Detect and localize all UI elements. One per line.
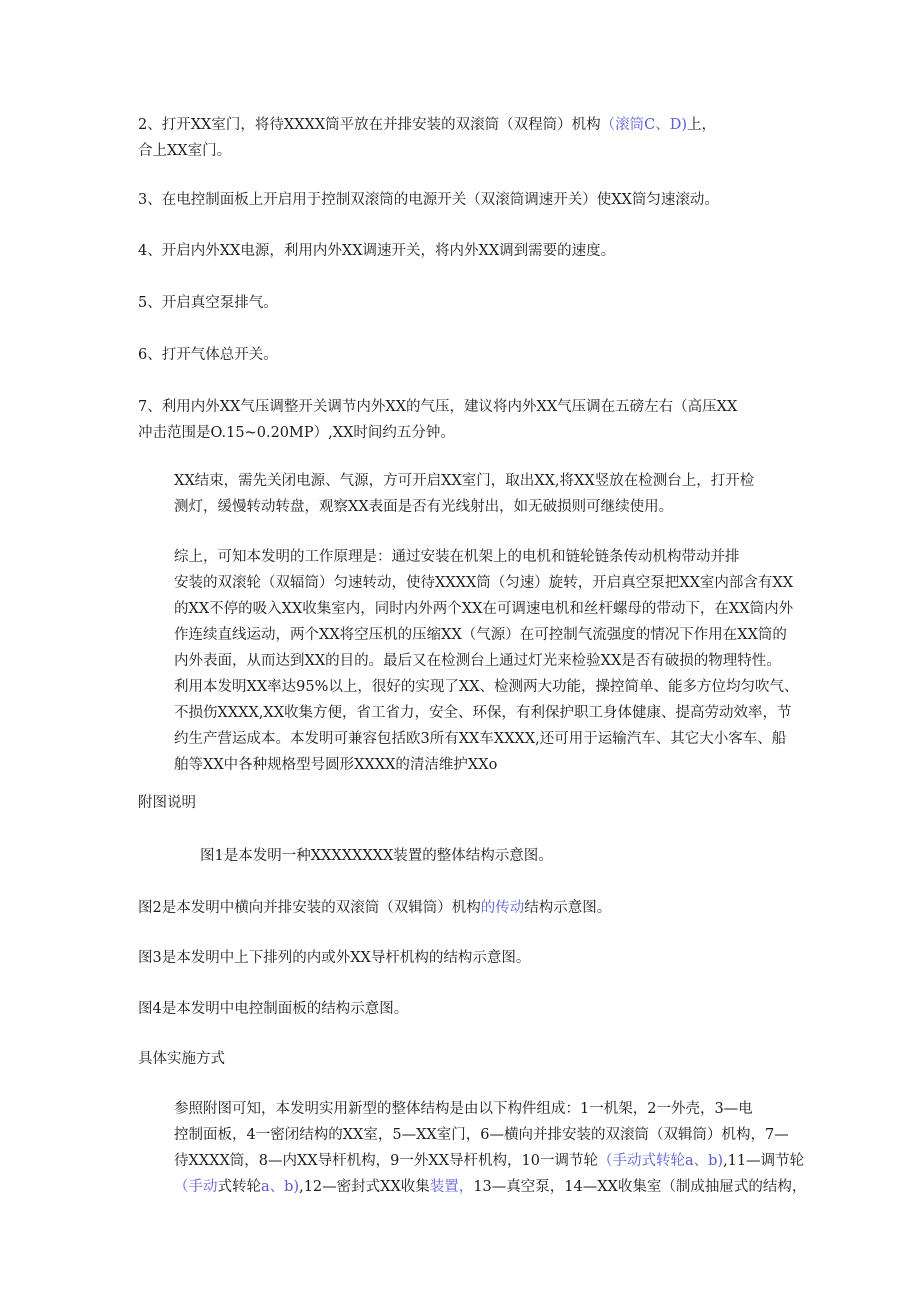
text-run: ,11—调节轮 (723, 1153, 805, 1169)
text-run: 3、在电控制面板上开启用于控制双滚筒的电源开关（双滚筒调速开关）使XX筒匀速滚动。 (138, 192, 719, 208)
text-run: 图2是本发明中横向并排安装的双滚筒（双辑筒）机构 (138, 900, 481, 916)
text-run: 6、打开气体总开关。 (138, 347, 278, 363)
step-2 (138, 112, 788, 164)
text-line (138, 1174, 807, 1200)
text-line (138, 1122, 788, 1148)
text-run: 的XX不停的吸入XX收集室内，同时内外两个XX在可调速电机和丝杆螺母的带动下，在XX筒内外 (174, 601, 794, 617)
text-run: 冲击范围是O.15~0.20MP）,XX时间约五分钟。 (138, 425, 455, 441)
text-run: 图1是本发明一种XXXXXXXX装置的整体结构示意图。 (200, 848, 553, 864)
text-line (138, 895, 788, 921)
text-run: 上， (687, 117, 717, 133)
text-run: 内外表面，从而达到XX的目的。最后又在检测台上通过灯光来检验XX是否有破损的物理特性。 (174, 653, 781, 669)
text-line (138, 996, 788, 1022)
text-run: 图3是本发明中上下排列的内或外XX导杆机构的结构示意图。 (138, 950, 531, 966)
text-line (138, 238, 788, 264)
step-7 (138, 394, 788, 446)
text-run: 参照附图可知，本发明实用新型的整体结构是由以下构件组成：1一机架，2一外壳，3—电 (174, 1101, 753, 1117)
end-paragraph (138, 468, 788, 520)
text-run: 4、开启内外XX电源，利用内外XX调速开关，将内外XX调到需要的速度。 (138, 243, 616, 259)
text-line (138, 674, 799, 700)
text-line (138, 596, 794, 622)
highlighted-text: （手动式转轮a、b) (597, 1153, 724, 1169)
text-run: 5、开启真空泵排气。 (138, 295, 278, 311)
text-line (138, 138, 788, 164)
text-run: 7、利用内外XX气压调整开关调节内外XX的气压，建议将内外XX气压调在五磅左右（高压XX (138, 399, 738, 415)
text-line (138, 1096, 788, 1122)
text-line (138, 420, 788, 446)
highlighted-text: （手动 (174, 1179, 218, 1195)
text-line (138, 494, 788, 520)
text-run: 作连续直线运动，两个XX将空压机的压缩XX（气源）在可控制气流强度的情况下作用在XX筒的 (174, 627, 787, 643)
text-run: ,12—密封式XX收集 (299, 1179, 430, 1195)
highlighted-text: a、b) (261, 1179, 300, 1195)
text-run: 结构示意图。 (524, 900, 612, 916)
figure-caption-3 (138, 945, 788, 971)
text-run: 图4是本发明中电控制面板的结构示意图。 (138, 1001, 409, 1017)
figure-caption-2 (138, 895, 788, 921)
text-line (138, 700, 792, 726)
text-run: 式转轮 (217, 1179, 261, 1195)
text-run: 合上XX室门。 (138, 143, 232, 159)
text-line (138, 622, 788, 648)
text-line (138, 945, 788, 971)
text-run: XX结束，需先关闭电源、气源，方可开启XX室门，取出XX,将XX竖放在检测台上，打开检 (174, 473, 755, 489)
text-line (138, 726, 788, 752)
text-line (200, 843, 850, 869)
step-6 (138, 342, 788, 368)
text-run: 测灯，缓慢转动转盘，观察XX表面是否有光线射出，如无破损则可继续使用。 (174, 499, 674, 515)
text-run: 控制面板，4一密闭结构的XX室，5—XX室门，6—横向并排安装的双滚筒（双辑筒）机构，7— (174, 1127, 789, 1143)
text-line (138, 570, 794, 596)
highlighted-text: 装置， (429, 1179, 474, 1195)
summary-paragraph (138, 544, 799, 778)
step-3 (138, 187, 788, 213)
text-line (138, 752, 788, 778)
text-line (138, 112, 788, 138)
text-run: 不损伤XXXX,XX收集方便，省工省力，安全、环保，有利保护职工身体健康、提高劳动效率，节 (174, 705, 792, 721)
text-line (138, 648, 788, 674)
text-run: 2、打开XX室门，将待XXXX筒平放在并排安装的双滚筒（双程筒）机构 (138, 117, 601, 133)
text-line (138, 468, 788, 494)
text-run: 利用本发明XX率达95%以上，很好的实现了XX、检测两大功能，操控简单、能多方位均匀吹气、 (174, 679, 799, 695)
text-run: 综上，可知本发明的工作原理是：通过安装在机架上的电机和链轮链条传动机构带动并排 (174, 549, 740, 565)
implementation-heading: 具体实施方式 (138, 1051, 225, 1067)
text-run: 舶等XX中各种规格型号圆形XXXX的清洁维护XXo (174, 757, 498, 773)
implementation-paragraph (138, 1096, 807, 1200)
text-line (138, 1148, 805, 1174)
step-5 (138, 290, 788, 316)
text-run: 约生产营运成本。本发明可兼容包括欧3所有XX车XXXX,还可用于运输汽车、其它大小客车、船 (174, 731, 787, 747)
text-run: 安装的双滚轮（双辐筒）匀速转动，使待XXXX筒（匀速）旋转，开启真空泵把XX室内部含有XX (174, 575, 794, 591)
text-run: 13—真空泵，14—XX收集室（制成抽屉式的结构， (473, 1179, 807, 1195)
figure-caption-4 (138, 996, 788, 1022)
highlighted-text: （滚筒C、D) (600, 117, 688, 133)
text-line (138, 342, 788, 368)
figures-heading: 附图说明 (138, 795, 196, 811)
highlighted-text: 的传动 (480, 900, 525, 916)
text-line (138, 187, 788, 213)
figure-caption-1 (200, 843, 850, 869)
text-line (138, 544, 788, 570)
text-line (138, 290, 788, 316)
text-run: 待XXXX筒，8—内XX导杆机构，9一外XX导杆机构，10一调节轮 (174, 1153, 598, 1169)
text-line (138, 394, 788, 420)
step-4 (138, 238, 788, 264)
